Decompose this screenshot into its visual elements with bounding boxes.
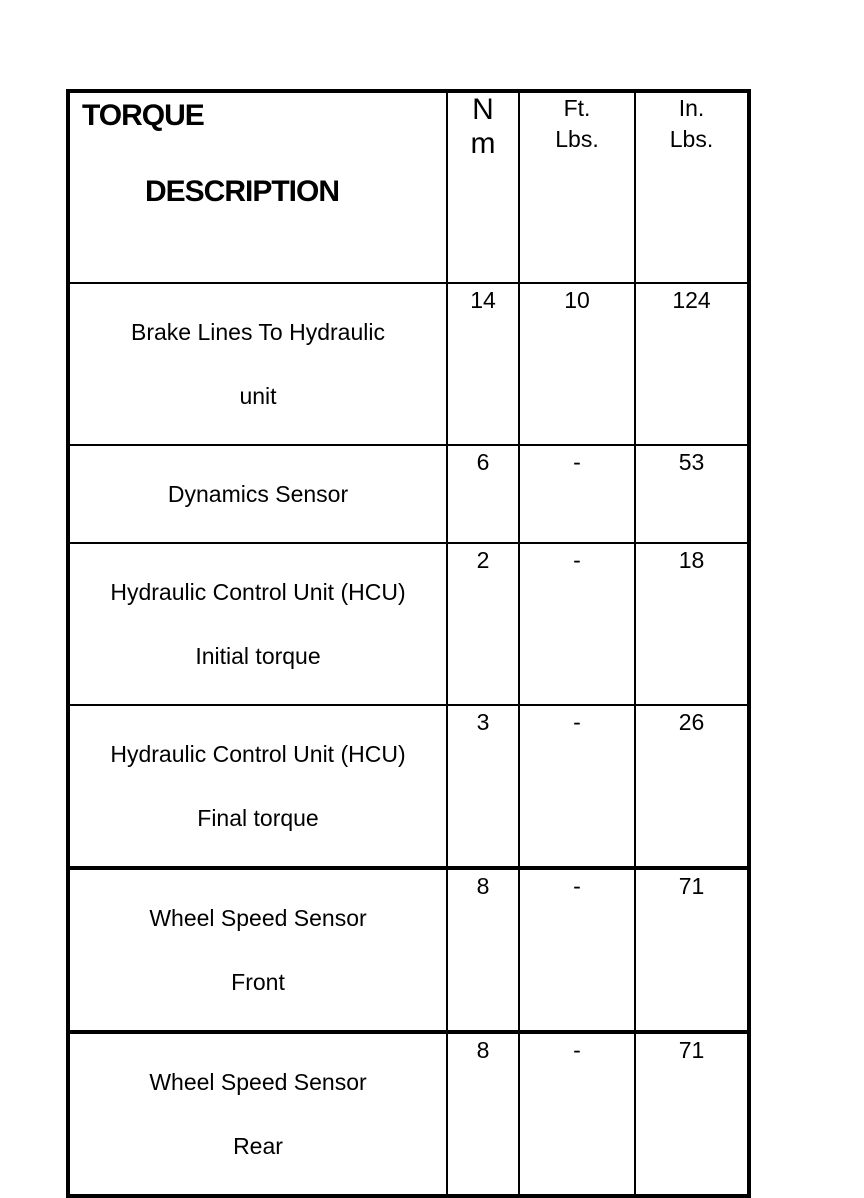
description-cell <box>68 445 447 543</box>
description-cell <box>68 543 447 705</box>
ft-lbs-value: - <box>519 705 635 868</box>
header-nm-m: m <box>470 127 496 160</box>
torque-specifications-table <box>66 89 751 1198</box>
nm-value: 14 <box>447 283 519 445</box>
description-line: Final torque <box>197 805 319 831</box>
ft-lbs-value: - <box>519 445 635 543</box>
table-row <box>68 705 749 868</box>
nm-value: 8 <box>447 1032 519 1196</box>
table-row <box>68 283 749 445</box>
description-line: Front <box>231 969 285 995</box>
in-lbs-value: 26 <box>635 705 749 868</box>
table-row <box>68 1032 749 1196</box>
nm-value: 6 <box>447 445 519 543</box>
in-lbs-value: 71 <box>635 868 749 1032</box>
description-line: Rear <box>233 1133 283 1159</box>
in-lbs-value: 53 <box>635 445 749 543</box>
table-header-row <box>68 91 749 283</box>
header-description-label: DESCRIPTION <box>145 175 340 208</box>
nm-value: 8 <box>447 868 519 1032</box>
ft-lbs-value: - <box>519 1032 635 1196</box>
in-lbs-value: 71 <box>635 1032 749 1196</box>
header-ft-line2: Lbs. <box>555 126 599 152</box>
header-in-line1: In. <box>678 95 705 121</box>
description-line: Hydraulic Control Unit (HCU) <box>110 579 406 605</box>
description-line: Initial torque <box>195 643 321 669</box>
description-cell <box>68 868 447 1032</box>
header-nm-n: N <box>472 93 494 126</box>
header-ft-lbs-cell <box>519 91 635 283</box>
header-torque-label: TORQUE <box>82 99 204 132</box>
table-row <box>68 543 749 705</box>
nm-value: 2 <box>447 543 519 705</box>
description-line: Brake Lines To Hydraulic <box>131 319 385 345</box>
table-row <box>68 868 749 1032</box>
nm-value: 3 <box>447 705 519 868</box>
in-lbs-value: 124 <box>635 283 749 445</box>
ft-lbs-value: 10 <box>519 283 635 445</box>
ft-lbs-value: - <box>519 868 635 1032</box>
header-ft-line1: Ft. <box>563 95 591 121</box>
description-line: Wheel Speed Sensor <box>149 905 367 931</box>
in-lbs-value: 18 <box>635 543 749 705</box>
description-cell <box>68 1032 447 1196</box>
description-line: Wheel Speed Sensor <box>149 1069 367 1095</box>
header-in-line2: Lbs. <box>669 126 714 152</box>
description-line: unit <box>239 383 277 409</box>
table-row <box>68 445 749 543</box>
ft-lbs-value: - <box>519 543 635 705</box>
header-description-cell <box>68 91 447 283</box>
description-line: Dynamics Sensor <box>167 481 349 507</box>
description-line: Hydraulic Control Unit (HCU) <box>110 741 406 767</box>
description-cell <box>68 283 447 445</box>
header-in-lbs-cell <box>635 91 749 283</box>
description-cell <box>68 705 447 868</box>
header-nm-cell <box>447 91 519 283</box>
